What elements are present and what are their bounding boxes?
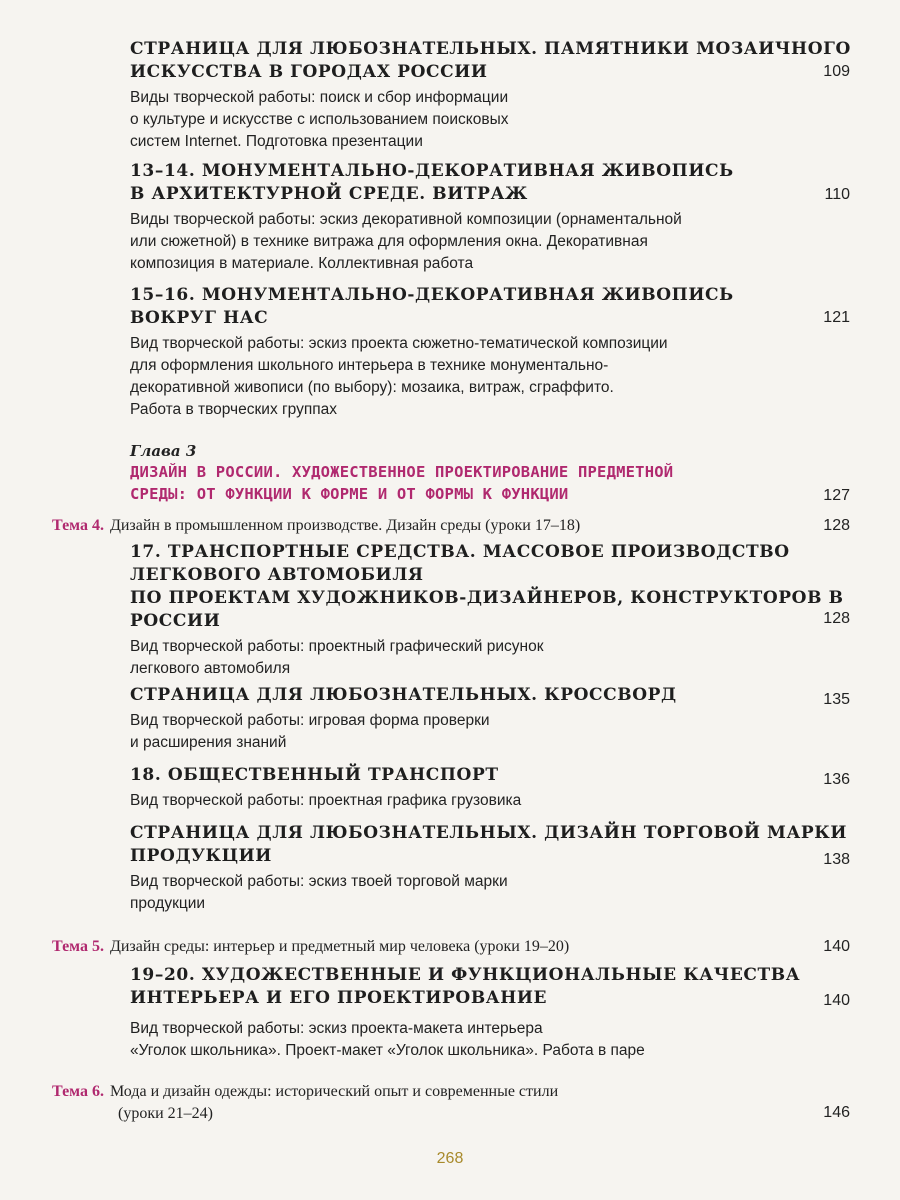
entry-description [130, 790, 810, 812]
entry-page-number: 110 [824, 186, 850, 203]
entry-description [130, 87, 810, 153]
entry-desc-line: систем Internet. Подготовка презентации [130, 133, 423, 150]
entry-title-line: ВОКРУГ НАС [130, 308, 269, 328]
tema-label: Тема 4. [52, 517, 104, 534]
entry-description [130, 710, 810, 754]
chapter-label: Глава 3 [130, 442, 197, 460]
entry-title-line: ИНТЕРЬЕРА И ЕГО ПРОЕКТИРОВАНИЕ [130, 988, 548, 1008]
chapter-title-line: СРЕДЫ: ОТ ФУНКЦИИ К ФОРМЕ И ОТ ФОРМЫ К ФУНКЦИИ [130, 485, 569, 503]
entry-title-line: ИСКУССТВА В ГОРОДАХ РОССИИ [130, 62, 488, 82]
entry-title-line: 19–20. ХУДОЖЕСТВЕННЫЕ И ФУНКЦИОНАЛЬНЫЕ КАЧЕСТВА [130, 965, 801, 985]
tema-page-number: 128 [823, 517, 850, 534]
entry-description [130, 333, 810, 421]
toc-entry [130, 964, 810, 1062]
entry-title-line: ПО ПРОЕКТАМ ХУДОЖНИКОВ-ДИЗАЙНЕРОВ, КОНСТРУКТОРОВ В [130, 588, 844, 608]
tema-page-number: 146 [823, 1104, 850, 1121]
chapter-title [130, 461, 830, 505]
tema-entry [52, 936, 569, 958]
entry-description [130, 209, 810, 275]
entry-title [130, 284, 810, 330]
entry-desc-line: Вид творческой работы: проектный графический рисунок [130, 638, 544, 655]
entry-desc-line: Вид творческой работы: проектная графика грузовика [130, 792, 522, 809]
entry-title-line: СТРАНИЦА ДЛЯ ЛЮБОЗНАТЕЛЬНЫХ. ПАМЯТНИКИ МОЗАИЧНОГО [130, 39, 851, 59]
entry-desc-line: легкового автомобиля [130, 660, 291, 677]
entry-description [130, 1018, 810, 1062]
entry-desc-line: или сюжетной) в технике витража для оформления окна. Декоративная [130, 233, 648, 250]
tema-text: Дизайн в промышленном производстве. Дизайн среды (уроки 17–18) [109, 517, 581, 534]
entry-title [130, 964, 810, 1010]
entry-title-line: ПРОДУКЦИИ [130, 846, 272, 866]
entry-description [130, 871, 810, 915]
chapter-page-number: 127 [823, 487, 850, 504]
entry-title-line: СТРАНИЦА ДЛЯ ЛЮБОЗНАТЕЛЬНЫХ. ДИЗАЙН ТОРГОВОЙ МАРКИ [130, 823, 848, 843]
entry-title-line: 15–16. МОНУМЕНТАЛЬНО-ДЕКОРАТИВНАЯ ЖИВОПИСЬ [130, 285, 734, 305]
tema-label: Тема 5. [52, 938, 104, 955]
tema-label: Тема 6. [52, 1083, 104, 1100]
tema-text: Дизайн среды: интерьер и предметный мир человека (уроки 19–20) [109, 938, 570, 955]
entry-page-number: 138 [823, 851, 850, 868]
entry-desc-line: декоративной живописи (по выбору): мозаика, витраж, сграффито. [130, 379, 614, 396]
entry-title-line: РОССИИ [130, 611, 221, 631]
footer-page-number: 268 [436, 1150, 464, 1167]
entry-title-line: 17. ТРАНСПОРТНЫЕ СРЕДСТВА. МАССОВОЕ ПРОИЗВОДСТВО [130, 542, 790, 562]
entry-title [130, 160, 810, 206]
tema-text: Мода и дизайн одежды: исторический опыт и современные стили [109, 1083, 559, 1100]
entry-desc-line: Вид творческой работы: эскиз проекта сюжетно-тематической композиции [130, 335, 668, 352]
tema-page-number: 140 [823, 938, 850, 955]
entry-title-line: СТРАНИЦА ДЛЯ ЛЮБОЗНАТЕЛЬНЫХ. КРОССВОРД [130, 685, 677, 705]
tema-entry [52, 1081, 558, 1125]
entry-page-number: 140 [823, 992, 850, 1009]
entry-title-line: 13–14. МОНУМЕНТАЛЬНО-ДЕКОРАТИВНАЯ ЖИВОПИСЬ [130, 161, 734, 181]
entry-desc-line: Вид творческой работы: игровая форма проверки [130, 712, 490, 729]
entry-page-number: 136 [823, 771, 850, 788]
toc-entry [130, 764, 810, 812]
chapter-heading [130, 441, 830, 505]
toc-entry [130, 684, 810, 754]
entry-desc-line: и расширения знаний [130, 734, 287, 751]
entry-description [130, 636, 810, 680]
entry-title-line: В АРХИТЕКТУРНОЙ СРЕДЕ. ВИТРАЖ [130, 184, 528, 204]
entry-desc-line: Вид творческой работы: эскиз твоей торговой марки [130, 873, 508, 890]
entry-desc-line: Работа в творческих группах [130, 401, 338, 418]
entry-title-line: 18. ОБЩЕСТВЕННЫЙ ТРАНСПОРТ [130, 765, 499, 785]
entry-desc-line: о культуре и искусстве с использованием поисковых [130, 111, 509, 128]
entry-desc-line: «Уголок школьника». Проект-макет «Уголок школьника». Работа в паре [130, 1042, 645, 1059]
entry-page-number: 135 [823, 691, 850, 708]
entry-desc-line: Виды творческой работы: поиск и сбор информации [130, 89, 509, 106]
entry-title [130, 764, 810, 787]
entry-page-number: 128 [823, 610, 850, 627]
chapter-title-line: ДИЗАЙН В РОССИИ. ХУДОЖЕСТВЕННОЕ ПРОЕКТИРОВАНИЕ ПРЕДМЕТНОЙ [130, 463, 674, 481]
entry-desc-line: для оформления школьного интерьера в технике монументально- [130, 357, 609, 374]
toc-entry [130, 160, 810, 275]
entry-desc-line: Вид творческой работы: эскиз проекта-макета интерьера [130, 1020, 543, 1037]
entry-desc-line: продукции [130, 895, 206, 912]
tema-entry [52, 515, 580, 537]
entry-desc-line: Виды творческой работы: эскиз декоративной композиции (орнаментальной [130, 211, 682, 228]
entry-desc-line: композиция в материале. Коллективная работа [130, 255, 474, 272]
entry-page-number: 121 [823, 309, 850, 326]
entry-page-number: 109 [823, 63, 850, 80]
toc-entry [130, 284, 810, 421]
entry-title [130, 684, 810, 707]
entry-title-line: ЛЕГКОВОГО АВТОМОБИЛЯ [130, 565, 424, 585]
tema-text: (уроки 21–24) [118, 1105, 213, 1122]
